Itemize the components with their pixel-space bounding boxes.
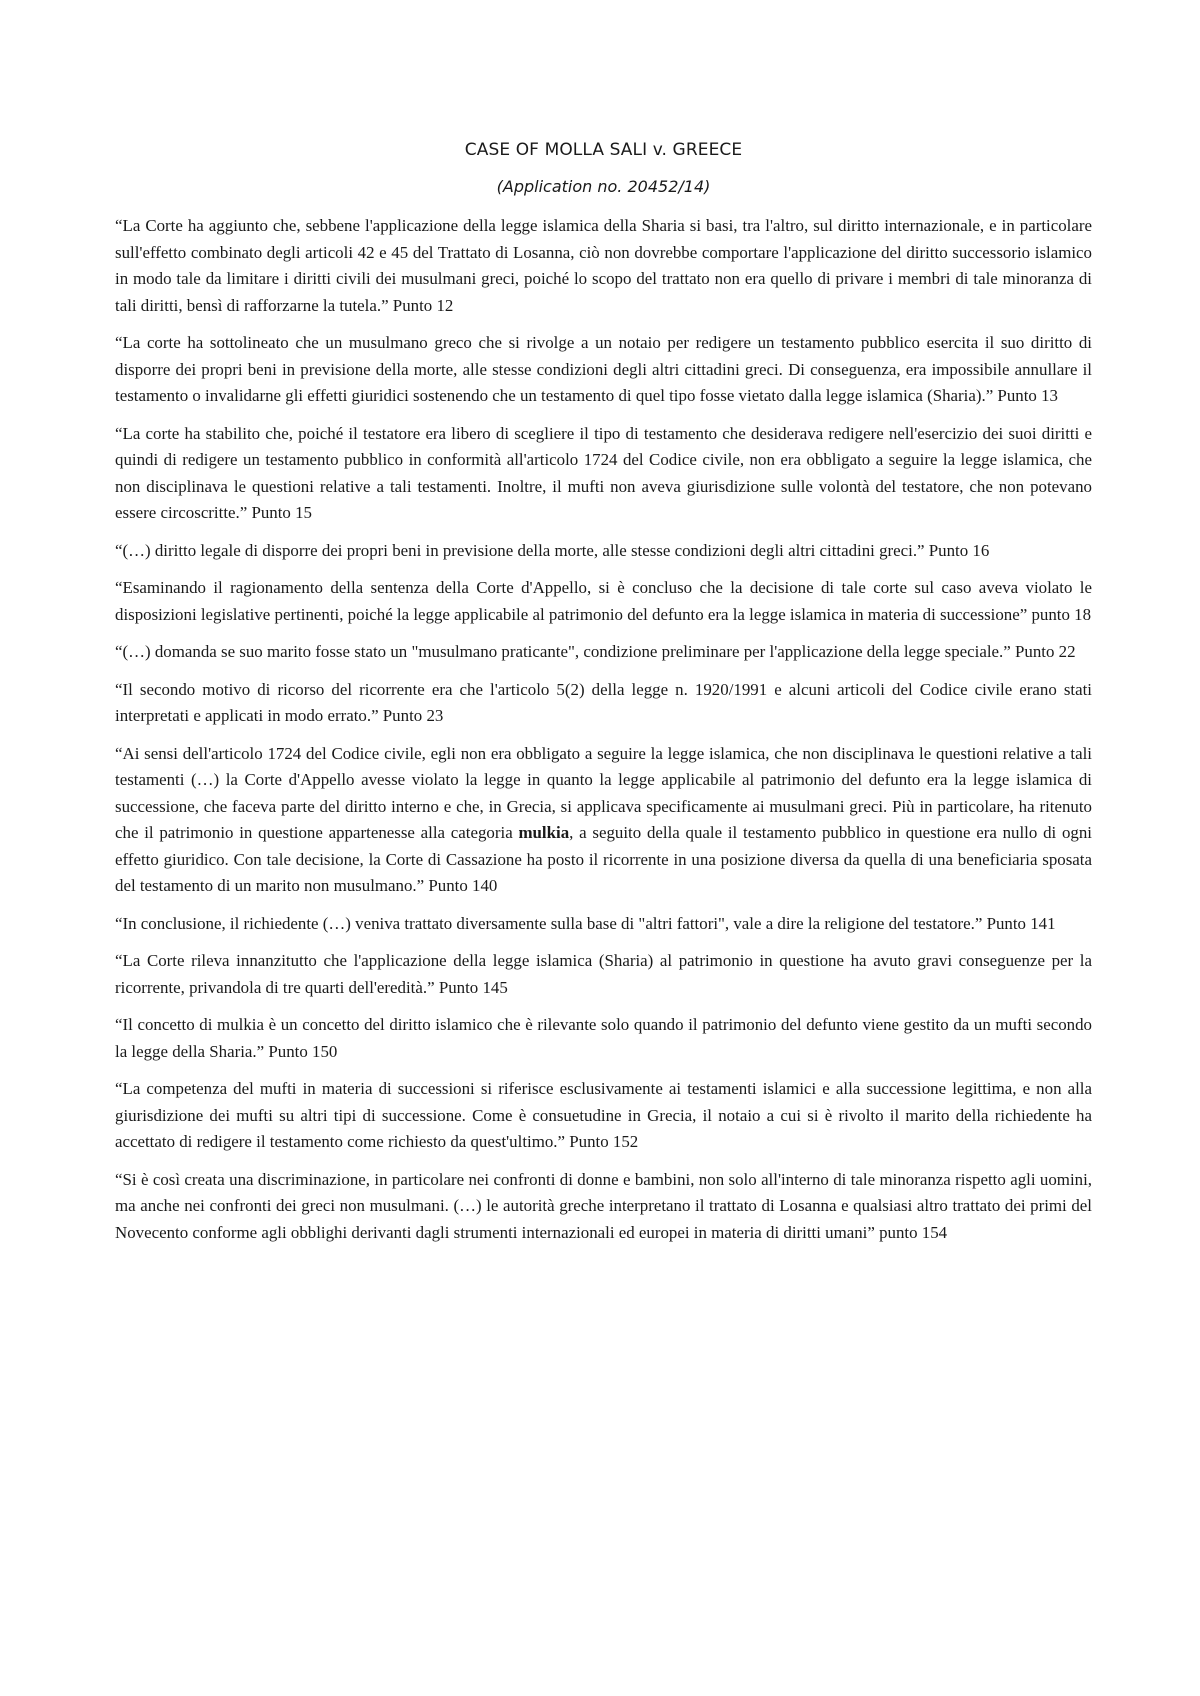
quote-paragraph-punto-16: “(…) diritto legale di disporre dei propri beni in previsione della morte, alle stesse condizioni degli altri cittadini greci.” Punto 16 — [115, 540, 990, 560]
quote-paragraph-punto-141: “In conclusione, il richiedente (…) veniva trattato diversamente sulla base di "altri fattori", vale a dire la religione del testatore.” Punto 141 — [115, 913, 1056, 933]
quote-paragraph-punto-145: “La Corte rileva innanzitutto che l'applicazione della legge islamica (Sharia) al patrimonio in questione ha avuto gravi conseguenze per la ricorrente, privandola di tre quarti dell'eredità.” Punto 145 — [115, 951, 1092, 997]
document-title: CASE OF MOLLA SALI v. GREECE — [464, 140, 743, 160]
quote-paragraph-punto-150: “Il concetto di mulkia è un concetto del diritto islamico che è rilevante solo quando il patrimonio del defunto viene gestito da un mufti secondo la legge della Sharia.” Punto 150 — [115, 1015, 1092, 1061]
quote-paragraph-punto-13: “La corte ha sottolineato che un musulmano greco che si rivolge a un notaio per redigere un testamento pubblico esercita il suo diritto di disporre dei propri beni in previsione della morte, alle stesse condizioni degli altri cittadini greci. Di conseguenza, era impossibile annullare il testamento o invalidarne gli effetti giuridici sostenendo che un testamento di quel tipo fosse vietato dalla legge islamica (Sharia).” Punto 13 — [115, 333, 1092, 405]
quote-paragraph-punto-140 — [115, 741, 1092, 900]
document-subtitle: (Application no. 20452/14) — [496, 177, 711, 196]
quote-paragraph-punto-23: “Il secondo motivo di ricorso del ricorrente era che l'articolo 5(2) della legge n. 1920/1991 e alcuni articoli del Codice civile erano stati interpretati e applicati in modo errato.” Punto 23 — [115, 679, 1092, 725]
quote-paragraph-punto-22: “(…) domanda se suo marito fosse stato un "musulmano praticante", condizione preliminare per l'applicazione della legge speciale.” Punto 22 — [115, 642, 1076, 661]
quote-paragraph-punto-18: “Esaminando il ragionamento della sentenza della Corte d'Appello, si è concluso che la decisione di tale corte sul caso aveva violato le disposizioni legislative pertinenti, poiché la legge applicabile al patrimonio del defunto era la legge islamica in materia di successione” punto 18 — [115, 578, 1092, 624]
quote-paragraph-punto-152: “La competenza del mufti in materia di successioni si riferisce esclusivamente ai testamenti islamici e alla successione legittima, e non alla giurisdizione dei mufti su altri tipi di successione. Come è consuetudine in Grecia, il notaio a cui si è rivolto il marito della richiedente ha accettato di redigere il testamento come richiesto da quest'ultimo.” Punto 152 — [115, 1079, 1092, 1151]
paragraph-text: “Ai sensi dell'articolo 1724 del Codice civile, egli non era obbligato a seguire la legge islamica, che non disciplinava le questioni relative a tali testamenti (…) la Corte d'Appello avesse violato la legge in quanto la legge applicabile al patrimonio del defunto era la legge islamica di successione, che faceva parte del diritto interno e che, in Grecia, si applicava specificamente ai musulmani greci. Più in particolare, ha ritenuto che il patrimonio in questione appartenesse alla categoria — [115, 743, 1092, 842]
quote-paragraph-punto-154: “Si è così creata una discriminazione, in particolare nei confronti di donne e bambini, non solo all'interno di tale minoranza rispetto agli uomini, ma anche nei confronti dei greci non musulmani. (…) le autorità greche interpretano il trattato di Losanna e qualsiasi altro trattato dei primi del Novecento conforme agli obblighi derivanti dagli strumenti internazionali ed europei in materia di diritti umani” punto 154 — [115, 1169, 1092, 1242]
paragraph-text: , a seguito della quale il testamento pubblico in questione era nullo di ogni effetto giuridico. Con tale decisione, la Corte di Cassazione ha posto il ricorrente in una posizione diversa da quella di una beneficiaria sposata del testamento di un marito non musulmano.” Punto 140 — [115, 823, 1092, 895]
bold-term-mulkia: mulkia — [518, 823, 570, 842]
quote-paragraph-punto-12: “La Corte ha aggiunto che, sebbene l'applicazione della legge islamica della Sharia si basi, tra l'altro, sul diritto internazionale, e in particolare sull'effetto combinato degli articoli 42 e 45 del Trattato di Losanna, ciò non dovrebbe comportare l'applicazione del diritto successorio islamico in modo tale da limitare i diritti civili dei musulmani greci, poiché lo scopo del trattato non era quello di privare i membri di tale minoranza di tali diritti, bensì di rafforzarne la tutela.” Punto 12 — [115, 216, 1092, 315]
quote-paragraph-punto-15: “La corte ha stabilito che, poiché il testatore era libero di scegliere il tipo di testamento che desiderava redigere nell'esercizio dei suoi diritti e quindi di redigere un testamento pubblico in conformità all'articolo 1724 del Codice civile, non era obbligato a seguire la legge islamica, che non disciplinava le questioni relative a tali testamenti. Inoltre, il mufti non aveva giurisdizione sulle volontà del testatore, che non potevano essere circoscritte.” Punto 15 — [115, 423, 1092, 522]
